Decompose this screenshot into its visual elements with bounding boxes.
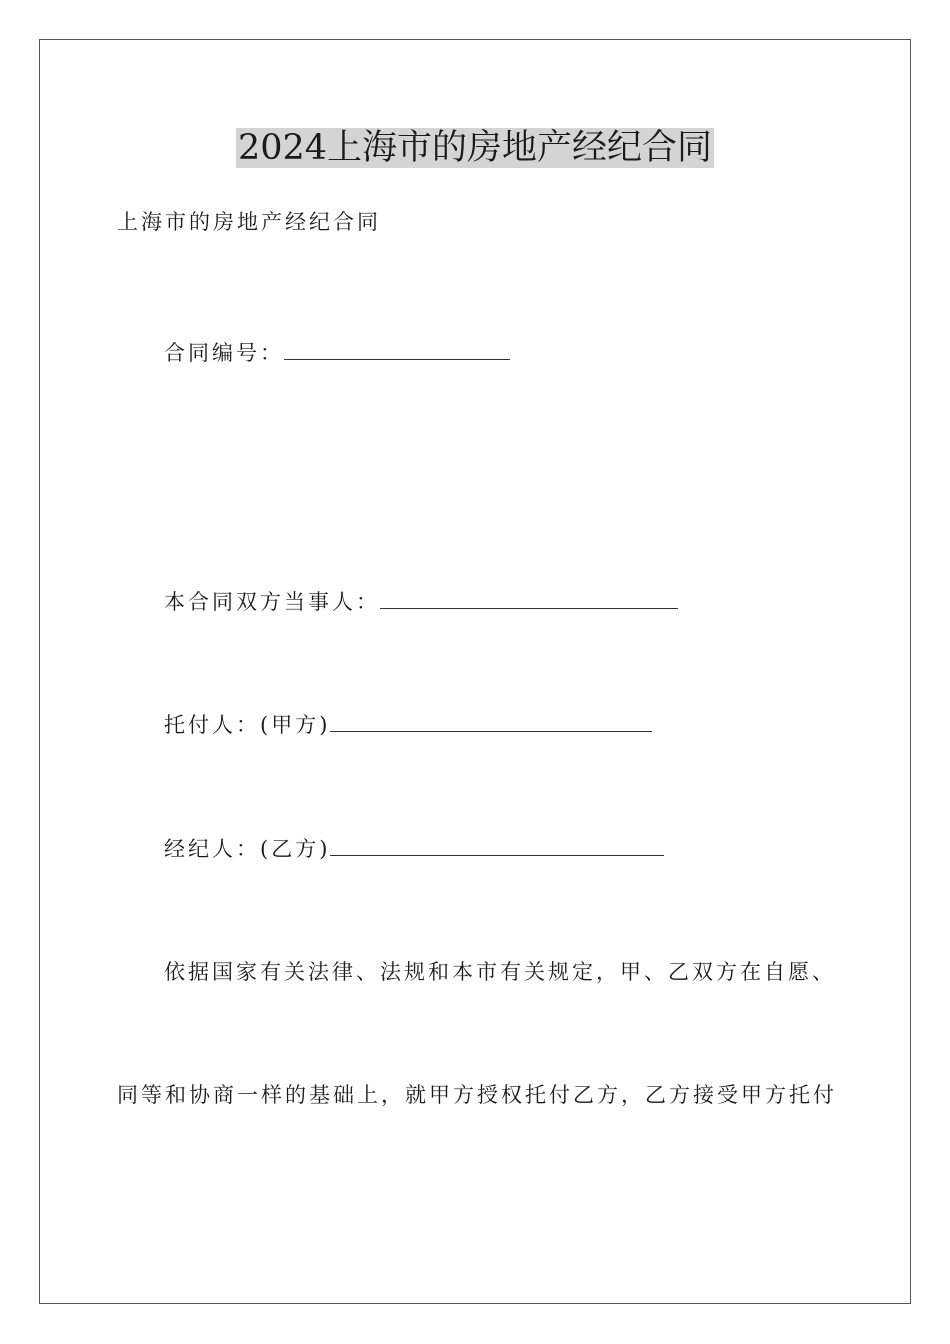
contract-number-row <box>164 337 510 367</box>
principal-blank[interactable] <box>330 709 652 732</box>
broker-row <box>164 833 664 863</box>
broker-label: 经纪人：(乙方) <box>164 837 331 861</box>
parties-row <box>164 586 678 616</box>
document-title-text: 2024上海市的房地产经纪合同 <box>237 128 713 168</box>
contract-number-label: 合同编号： <box>164 341 284 365</box>
principal-row <box>164 709 652 739</box>
broker-blank[interactable] <box>330 833 664 856</box>
principal-label: 托付人：(甲方) <box>164 713 331 737</box>
parties-blank[interactable] <box>380 586 678 609</box>
body-paragraph-line-1: 依据国家有关法律、法规和本市有关规定，甲、乙双方在自愿、 <box>164 960 836 984</box>
contract-number-blank[interactable] <box>284 337 510 360</box>
document-subtitle: 上海市的房地产经纪合同 <box>117 210 381 234</box>
document-title <box>0 125 950 171</box>
parties-label: 本合同双方当事人： <box>164 590 380 614</box>
body-paragraph-line-2: 同等和协商一样的基础上，就甲方授权托付乙方，乙方接受甲方托付 <box>117 1083 837 1107</box>
